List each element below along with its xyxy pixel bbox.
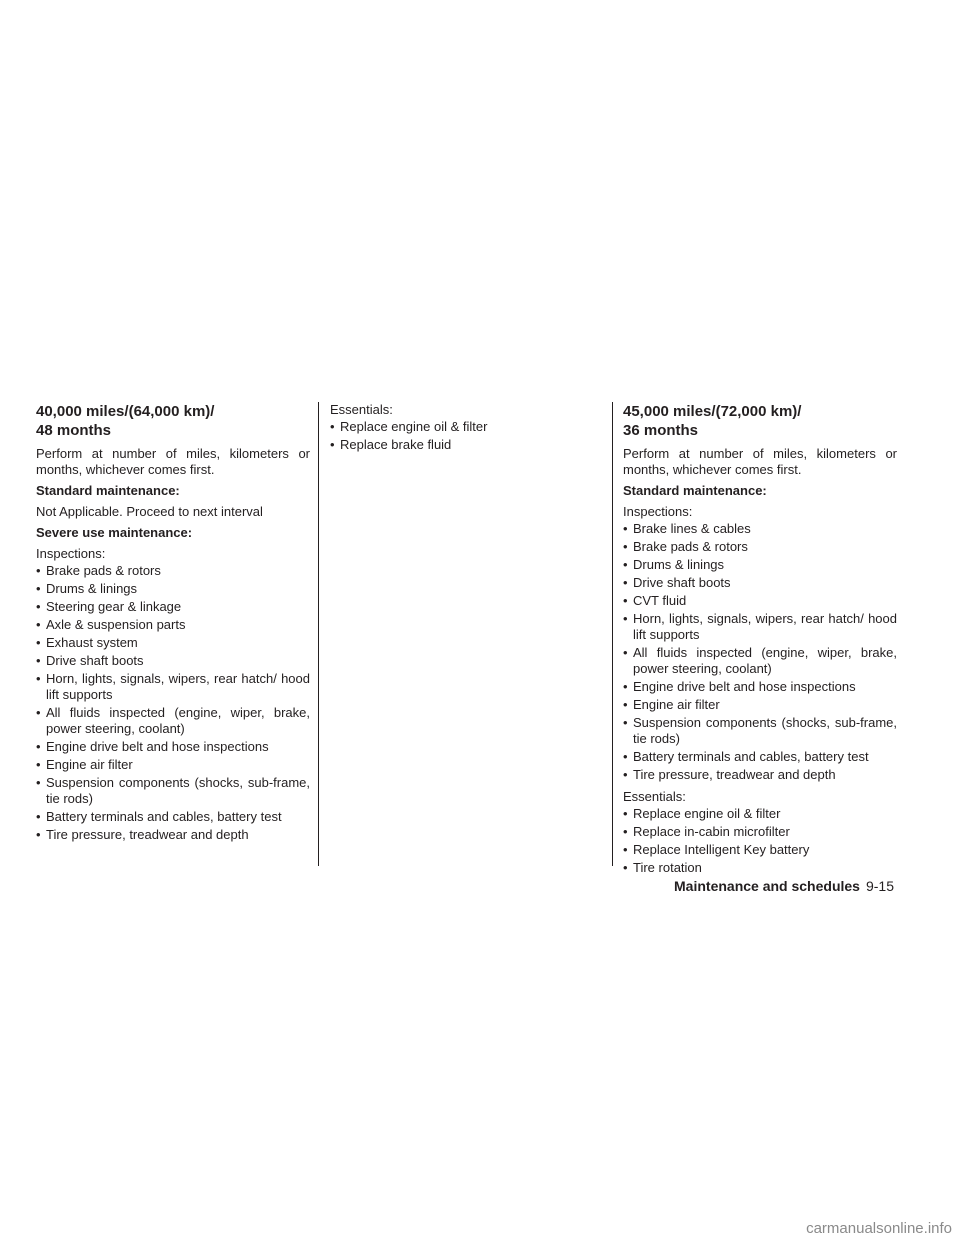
inspections-label: Inspections: [623, 504, 693, 519]
inspections-list [623, 521, 897, 783]
list-item: • Replace in-cabin microfilter [623, 824, 897, 840]
footer-section-title: Maintenance and schedules [674, 878, 860, 894]
list-item: • Exhaust system [36, 635, 310, 651]
list-item: • Suspension components (shocks, sub-frame, tie rods) [623, 715, 897, 747]
list-item: • Horn, lights, signals, wipers, rear hatch/ hood lift supports [623, 611, 897, 643]
list-item: • CVT fluid [623, 593, 897, 609]
list-item: • Engine drive belt and hose inspections [36, 739, 310, 755]
interval-intro: Perform at number of miles, kilometers or months, whichever comes first. [36, 446, 310, 477]
list-item: • Drums & linings [36, 581, 310, 597]
list-item: • Axle & suspension parts [36, 617, 310, 633]
watermark: carmanualsonline.info [806, 1220, 952, 1237]
list-item: • Replace engine oil & filter [330, 419, 604, 435]
inspections-label: Inspections: [36, 546, 106, 561]
list-item: • Tire pressure, treadwear and depth [623, 767, 897, 783]
right-column [623, 402, 897, 882]
list-item: • Brake pads & rotors [36, 563, 310, 579]
essentials-label: Essentials: [330, 402, 393, 417]
list-item: • All fluids inspected (engine, wiper, brake, power steering, coolant) [623, 645, 897, 677]
list-item: • Tire rotation [623, 860, 897, 876]
list-item: • Drive shaft boots [36, 653, 310, 669]
list-item: • Steering gear & linkage [36, 599, 310, 615]
list-item: • Engine air filter [623, 697, 897, 713]
essentials-label: Essentials: [623, 789, 686, 804]
list-item: • Replace brake fluid [330, 437, 604, 453]
interval-intro: Perform at number of miles, kilometers or months, whichever comes first. [623, 446, 897, 477]
column-divider [612, 402, 613, 866]
severe-use-label: Severe use maintenance: [36, 525, 193, 540]
list-item: • Drums & linings [623, 557, 897, 573]
list-item: • All fluids inspected (engine, wiper, brake, power steering, coolant) [36, 705, 310, 737]
list-item: • Replace Intelligent Key battery [623, 842, 897, 858]
standard-maintenance-label: Standard maintenance: [36, 483, 180, 498]
page-number: 9-15 [865, 878, 894, 894]
standard-maintenance-text: Not Applicable. Proceed to next interval [36, 504, 263, 519]
list-item: • Horn, lights, signals, wipers, rear hatch/ hood lift supports [36, 671, 310, 703]
interval-heading-45000: 45,000 miles/(72,000 km)/ 36 months [623, 403, 802, 439]
list-item: • Engine drive belt and hose inspections [623, 679, 897, 695]
list-item: • Tire pressure, treadwear and depth [36, 827, 310, 843]
page-footer [674, 877, 894, 895]
list-item: • Battery terminals and cables, battery test [36, 809, 310, 825]
list-item: • Engine air filter [36, 757, 310, 773]
list-item: • Drive shaft boots [623, 575, 897, 591]
interval-heading-40000: 40,000 miles/(64,000 km)/ 48 months [36, 403, 215, 439]
list-item: • Replace engine oil & filter [623, 806, 897, 822]
list-item: • Brake lines & cables [623, 521, 897, 537]
middle-column [330, 402, 604, 459]
list-item: • Suspension components (shocks, sub-frame, tie rods) [36, 775, 310, 807]
list-item: • Battery terminals and cables, battery test [623, 749, 897, 765]
inspections-list [36, 563, 310, 843]
left-column [36, 402, 310, 849]
essentials-list [330, 419, 604, 453]
list-item: • Brake pads & rotors [623, 539, 897, 555]
standard-maintenance-label: Standard maintenance: [623, 483, 767, 498]
essentials-list [623, 806, 897, 876]
column-divider [318, 402, 319, 866]
